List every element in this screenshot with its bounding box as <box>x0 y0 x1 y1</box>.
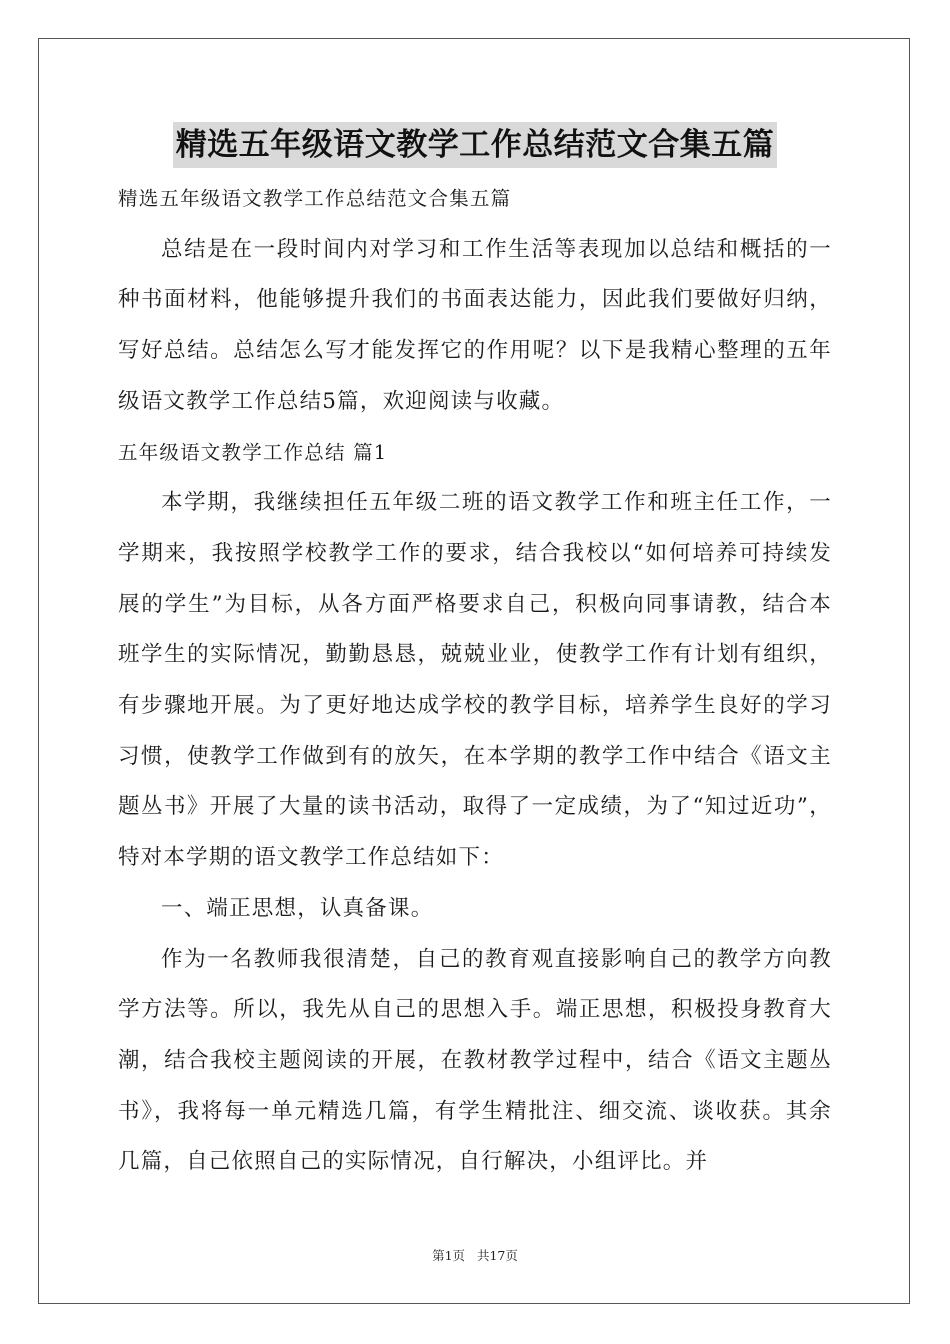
page-number: 第1页 <box>432 1248 466 1263</box>
paragraph-body: 本学期，我继续担任五年级二班的语文教学工作和班主任工作，一学期来，我按照学校教学工作的要求，结合我校以“如何培养可持续发展的学生”为目标，从各方面严格要求自己，积极向同事请教，结合本班学生的实际情况，勤勤恳恳，兢兢业业，使教学工作有计划有组织，有步骤地开展。为了更好地达成学校的教学目标，培养学生良好的学习习惯，使教学工作做到有的放矢，在本学期的教学工作中结合《语文主题丛书》开展了大量的读书活动，取得了一定成绩，为了“知过近功”，特对本学期的语文教学工作总结如下： <box>118 490 832 871</box>
paragraph-subtitle: 精选五年级语文教学工作总结范文合集五篇 <box>118 187 512 210</box>
document-body <box>118 174 832 1188</box>
document-title: 精选五年级语文教学工作总结范文合集五篇 <box>173 122 778 168</box>
section-heading: 五年级语文教学工作总结 篇1 <box>118 440 388 464</box>
page-total: 共17页 <box>476 1248 518 1263</box>
title-container <box>0 122 950 168</box>
paragraph-body: 作为一名教师我很清楚，自己的教育观直接影响自己的教学方向教学方法等。所以，我先从自己的思想入手。端正思想，积极投身教育大潮，结合我校主题阅读的开展，在教材教学过程中，结合《语文主题丛书》，我将每一单元精选几篇，有学生精批注、细交流、谈收获。其余几篇，自己依照自己的实际情况，自行解决，小组评比。并 <box>118 946 832 1175</box>
paragraph-point-heading: 一、端正思想，认真备课。 <box>161 895 434 921</box>
paragraph-intro: 总结是在一段时间内对学习和工作生活等表现加以总结和概括的一种书面材料，他能够提升我们的书面表达能力，因此我们要做好归纳，写好总结。总结怎么写才能发挥它的作用呢？以下是我精心整理的五年级语文教学工作总结5篇，欢迎阅读与收藏。 <box>118 236 832 414</box>
page-footer <box>0 1246 950 1264</box>
